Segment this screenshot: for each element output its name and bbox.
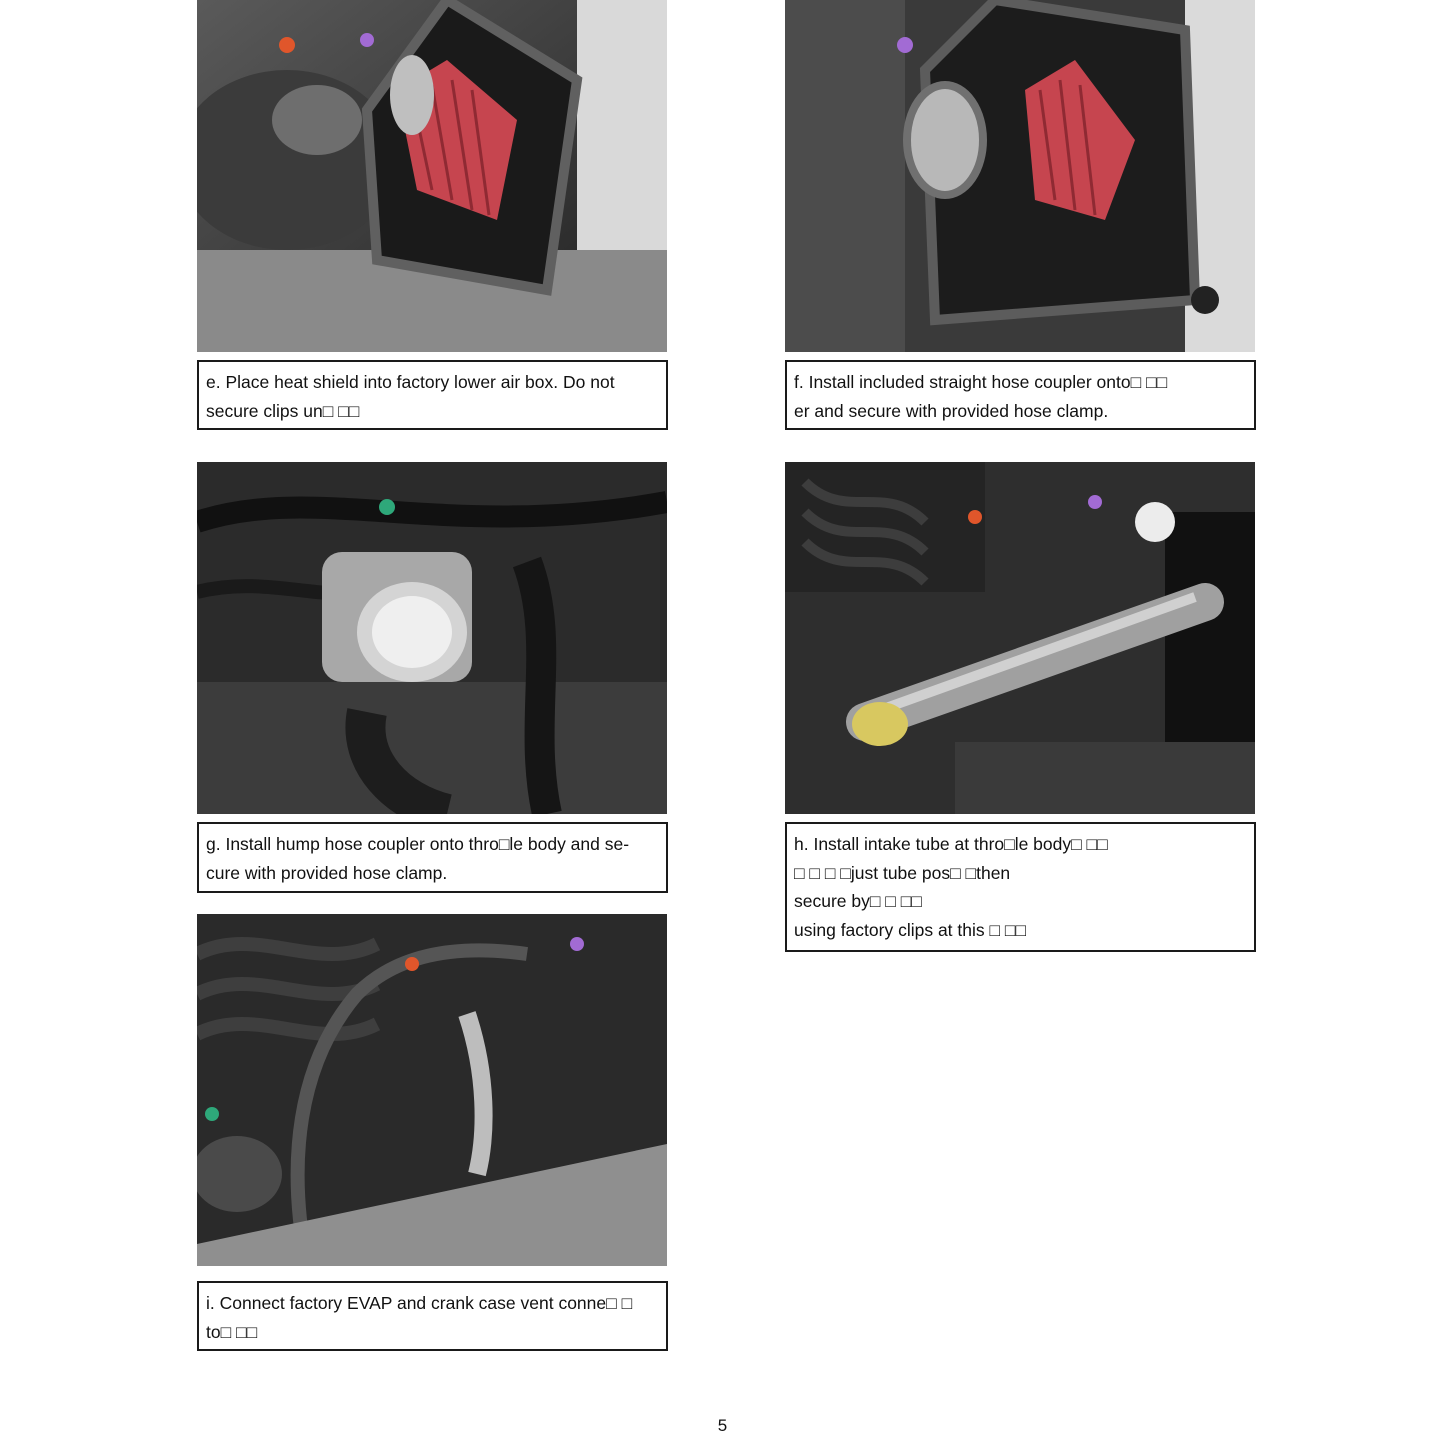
step-e-photo	[197, 0, 667, 352]
step-f-photo	[785, 0, 1255, 352]
step-g-photo	[197, 462, 667, 814]
step-e-caption: e. Place heat shield into factory lower air box. Do not secure clips un□ □□	[197, 360, 668, 430]
step-i-photo	[197, 914, 667, 1266]
step-h-caption: h. Install intake tube at thro□le body□ □□ □ □ □ □just tube pos□ □then secure by□ □ □□ using factory clips at this □ □□	[785, 822, 1256, 952]
step-f-caption: f. Install included straight hose coupler onto□ □□ er and secure with provided hose clamp.	[785, 360, 1256, 430]
step-h-photo	[785, 462, 1255, 814]
page-number: 5	[717, 1416, 728, 1435]
step-g-caption: g. Install hump hose coupler onto thro□le body and se- cure with provided hose clamp.	[197, 822, 668, 893]
step-i-caption: i. Connect factory EVAP and crank case vent conne□ □ to□ □□	[197, 1281, 668, 1351]
